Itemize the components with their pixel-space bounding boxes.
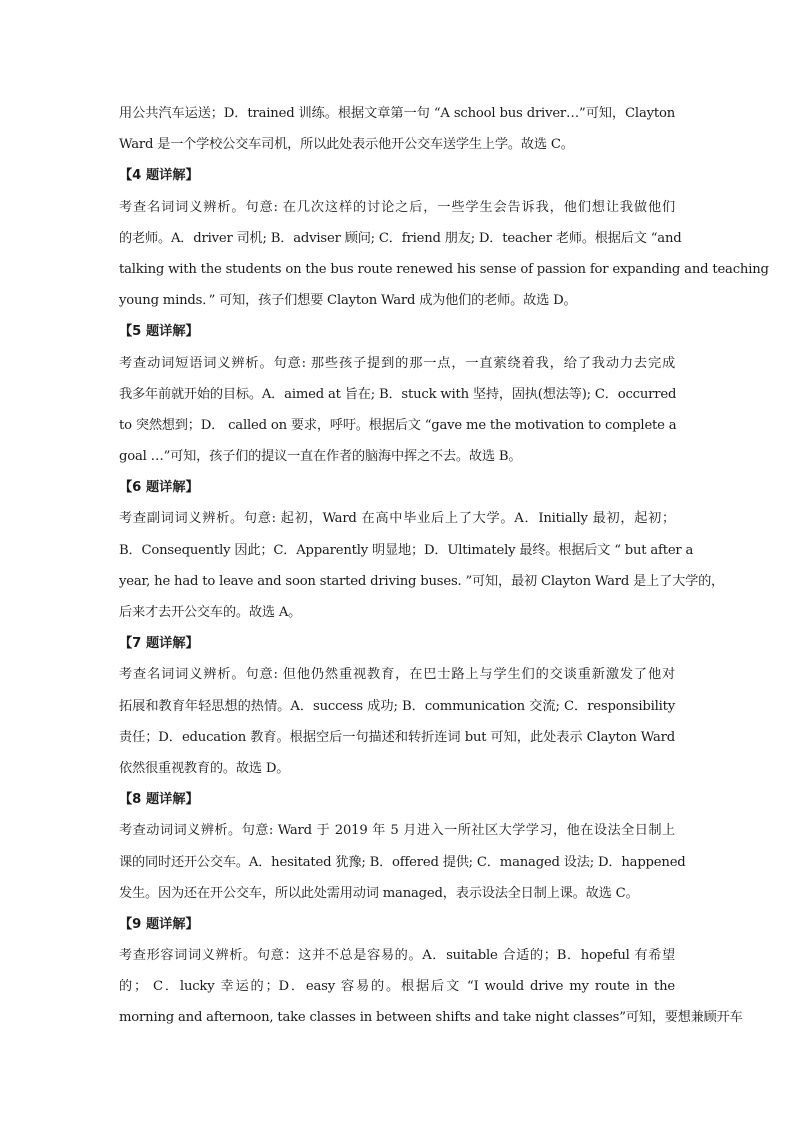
section-heading: 【4 题详解】 [119,168,199,184]
text-line: 考查副词词义辨析。句意: 起初，Ward 在高中毕业后上了大学。A．Initially 最初，起初； [119,511,675,527]
text-line: 考查名词词义辨析。句意: 在几次这样的讨论之后，一些学生会告诉我，他们想让我做他们 [119,199,675,215]
text-line: talking with the students on the bus route renewed his sense of passion for expanding and teaching [119,261,769,277]
text-line: B．Consequently 因此；C．Apparently 明显地；D．Ultimately 最终。根据后文 “ but after a [119,542,694,558]
section-heading: 【5 题详解】 [119,324,199,340]
text-line: 拓展和教育年轻思想的热情。A．success 成功; B．communication 交流; C．responsibility [119,698,675,714]
text-line: 用公共汽车运送；D．trained 训练。根据文章第一句 “A school bus driver…”可知，Clayton [119,106,675,121]
text-line: 的； C．lucky 幸运的；D．easy 容易的。根据后文 “I would drive my route in the [119,979,675,995]
text-line: 考查形容词词义辨析。句意：这并不总是容易的。A．suitable 合适的；B．hopeful 有希望 [119,948,675,964]
section-heading: 【6 题详解】 [119,480,199,496]
text-line: morning and afternoon, take classes in between shifts and take night classes”可知，要想兼顾开车 [119,1010,743,1026]
explanation-paragraph [119,192,769,317]
text-line: 的老师。A．driver 司机; B．adviser 顾问; C．friend 朋友; D．teacher 老师。根据后文 “and [119,230,682,246]
text-line: 考查动词短语词义辨析。句意: 那些孩子提到的那一点，一直萦绕着我，给了我动力去完成 [119,355,675,371]
text-line: 责任；D．education 教育。根据空后一句描述和转折连词 but 可知，此处表示 Clayton Ward [119,729,675,745]
text-line: 我多年前就开始的目标。A．aimed at 旨在; B．stuck with 坚持，固执(想法等); C．occurred [119,386,677,402]
text-line: 考查名词词义辨析。句意: 但他仍然重视教育，在巴士路上与学生们的交谈重新激发了他对 [119,667,675,683]
section-heading: 【9 题详解】 [119,916,199,932]
text-line: 后来才去开公交车的。故选 A。 [119,605,302,620]
text-line: Ward 是一个学校公交车司机，所以此处表示他开公交车送学生上学。故选 C。 [119,137,574,153]
text-line: young minds．” 可知，孩子们想要 Clayton Ward 成为他们的老师。故选 D。 [119,293,577,309]
document-page [119,98,769,1034]
explanation-paragraph [119,815,686,909]
explanation-paragraph [119,940,743,1034]
text-line: 考查动词词义辨析。句意: Ward 于 2019 年 5 月进入一所社区大学学习，他在设法全日制上 [119,823,675,839]
text-line: 发生。因为还在开公交车，所以此处需用动词 managed，表示设法全日制上课。故选 C。 [119,885,639,901]
text-line: to 突然想到；D． called on 要求，呼吁。根据后文 “gave me the motivation to complete a [119,417,677,433]
explanation-paragraph [119,348,675,473]
text-line: 课的同时还开公交车。A．hesitated 犹豫; B．offered 提供; C．managed 设法; D．happened [119,854,686,870]
explanation-paragraph [119,98,675,160]
explanation-paragraph [119,503,725,628]
section-heading: 【8 题详解】 [119,792,199,808]
section-heading: 【7 题详解】 [119,636,199,652]
explanation-paragraph [119,659,675,784]
text-line: 依然很重视教育的。故选 D。 [119,760,290,776]
text-line: goal …”可知，孩子们的提议一直在作者的脑海中挥之不去。故选 B。 [119,449,522,465]
text-line: year, he had to leave and soon started driving buses. ”可知，最初 Clayton Ward 是上了大学的， [119,573,725,589]
